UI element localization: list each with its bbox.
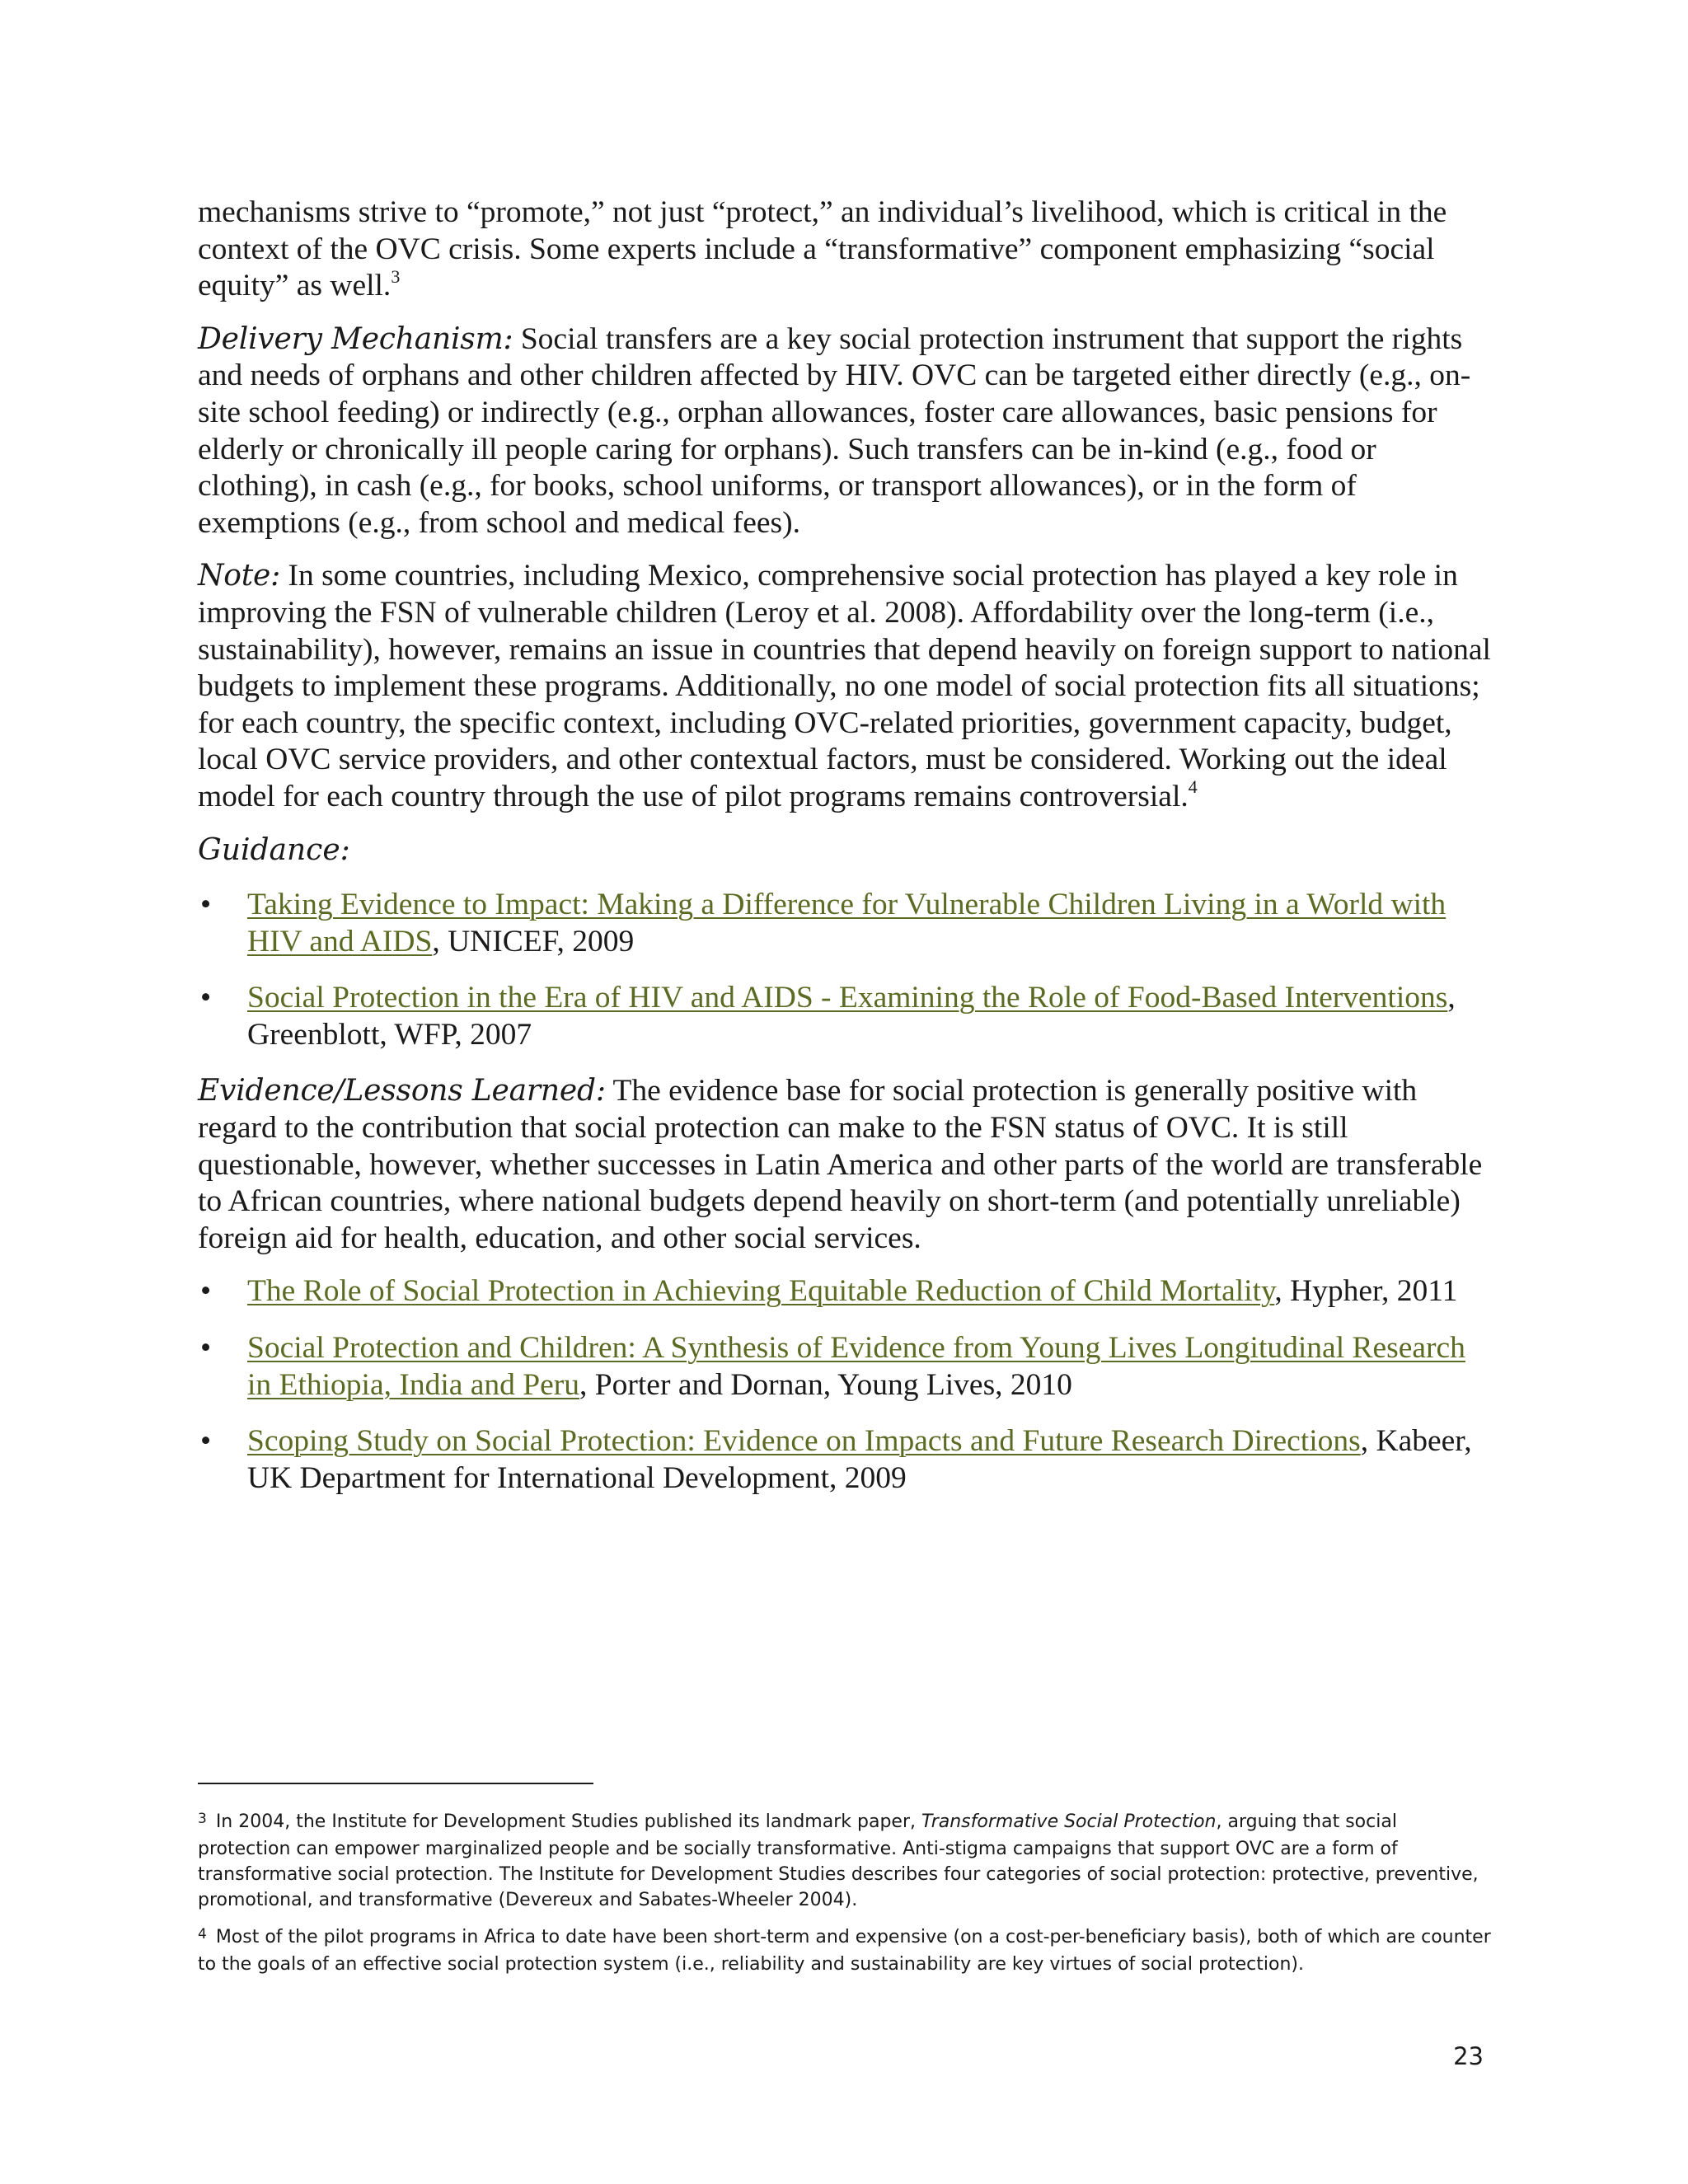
footnote-text: , arguing that social protection can empower marginalized people and be socially transformative. Anti-stigma campaigns that support OVC are a form of transformative social protection. The Institute for Development Studies describes four categories of social protection: protective, preventive, promotional, and transformative (Devereux and Sabates-Wheeler 2004). — [198, 1811, 1479, 1910]
note-label: Note: — [198, 559, 281, 593]
guidance-citation-wfp: , Greenblott, WFP, 2007 — [247, 981, 1456, 1052]
evidence-text: The evidence base for social protection is generally positive with regard to the contribution that social protection can make to the FSN status of OVC. It is still questionable, however, whether successes in Latin America and other parts of the world are transferable to African countries, where national budgets depend heavily on short-term (and potentially unreliable) foreign aid for health, education, and other social services. — [198, 1074, 1483, 1255]
bullet-icon: • — [200, 1424, 212, 1459]
guidance-list — [198, 887, 1492, 1053]
delivery-mechanism-paragraph — [198, 321, 1492, 542]
bullet-icon: • — [200, 1274, 212, 1309]
list-item — [198, 980, 1492, 1053]
footnote-ref-4[interactable]: 4 — [1188, 776, 1198, 798]
guidance-heading: Guidance: — [198, 832, 350, 867]
footnote-number: 3 — [198, 1811, 207, 1827]
guidance-link-unicef[interactable]: Taking Evidence to Impact: Making a Difference for Vulnerable Children Living in a World with HIV and AIDS — [247, 888, 1447, 958]
evidence-paragraph — [198, 1073, 1492, 1257]
bullet-icon: • — [200, 981, 212, 1015]
evidence-link-scoping-study[interactable]: Scoping Study on Social Protection: Evidence on Impacts and Future Research Directions — [247, 1424, 1361, 1459]
evidence-list — [198, 1273, 1492, 1497]
intro-paragraph — [198, 194, 1492, 305]
list-item — [198, 1330, 1492, 1404]
evidence-citation-young-lives: , Porter and Dornan, Young Lives, 2010 — [579, 1367, 1072, 1402]
evidence-citation-kabeer: , Kabeer, UK Department for International Development, 2009 — [247, 1424, 1472, 1495]
guidance-citation-unicef: , UNICEF, 2009 — [432, 924, 635, 958]
document-body — [198, 194, 1492, 1516]
footnote-title: Transformative Social Protection — [921, 1811, 1217, 1832]
delivery-mechanism-label: Delivery Mechanism: — [198, 321, 513, 356]
evidence-citation-hypher: , Hypher, 2011 — [1274, 1274, 1458, 1309]
footnote-text: In 2004, the Institute for Development Studies published its landmark paper, — [209, 1811, 921, 1832]
intro-text: mechanisms strive to “promote,” not just “protect,” an individual’s livelihood, which is critical in the context of the OVC crisis. Some experts include a “transformative” component emphasizing “social equity” as well. — [198, 195, 1447, 303]
guidance-link-wfp[interactable]: Social Protection in the Era of HIV and AIDS - Examining the Role of Food-Based Interventions — [247, 981, 1448, 1015]
footnote-text: Most of the pilot programs in Africa to date have been short-term and expensive (on a cost-per-beneficiary basis), both of which are counter to the goals of an effective social protection system (i.e., reliability and sustainability are key virtues of social protection). — [198, 1927, 1491, 1975]
list-item — [198, 887, 1492, 960]
evidence-link-child-mortality[interactable]: The Role of Social Protection in Achieving Equitable Reduction of Child Mortality — [247, 1274, 1275, 1309]
list-item — [198, 1423, 1492, 1497]
footnote-divider — [198, 1783, 593, 1784]
page-number: 23 — [1453, 2042, 1484, 2070]
note-paragraph — [198, 558, 1492, 815]
footnote-number: 4 — [198, 1926, 207, 1943]
footnote-3 — [198, 1809, 1492, 1913]
evidence-label: Evidence/Lessons Learned: — [198, 1074, 606, 1108]
list-item — [198, 1273, 1492, 1310]
footnote-ref-3[interactable]: 3 — [391, 265, 401, 287]
footnote-4 — [198, 1924, 1492, 1977]
evidence-link-young-lives[interactable]: Social Protection and Children: A Synthesis of Evidence from Young Lives Longitudinal Research in Ethiopia, India and Peru — [247, 1331, 1465, 1402]
note-text: In some countries, including Mexico, comprehensive social protection has played a key role in improving the FSN of vulnerable children (Leroy et al. 2008). Affordability over the long-term (i.e., sustainability), however, remains an issue in countries that depend heavily on foreign support to national budgets to implement these programs. Additionally, no one model of social protection fits all situations; for each country, the specific context, including OVC-related priorities, government capacity, budget, local OVC service providers, and other contextual factors, must be considered. Working out the ideal model for each country through the use of pilot programs remains controversial. — [198, 559, 1491, 813]
bullet-icon: • — [200, 1331, 212, 1366]
delivery-mechanism-text: Social transfers are a key social protection instrument that support the rights and needs of orphans and other children affected by HIV. OVC can be targeted either directly (e.g., on-site school feeding) or indirectly (e.g., orphan allowances, foster care allowances, basic pensions for elderly or chronically ill people caring for orphans). Such transfers can be in-kind (e.g., food or clothing), in cash (e.g., for books, school uniforms, or transport allowances), or in the form of exemptions (e.g., from school and medical fees). — [198, 321, 1471, 540]
footnotes-section — [198, 1783, 1492, 1989]
bullet-icon: • — [200, 888, 212, 922]
